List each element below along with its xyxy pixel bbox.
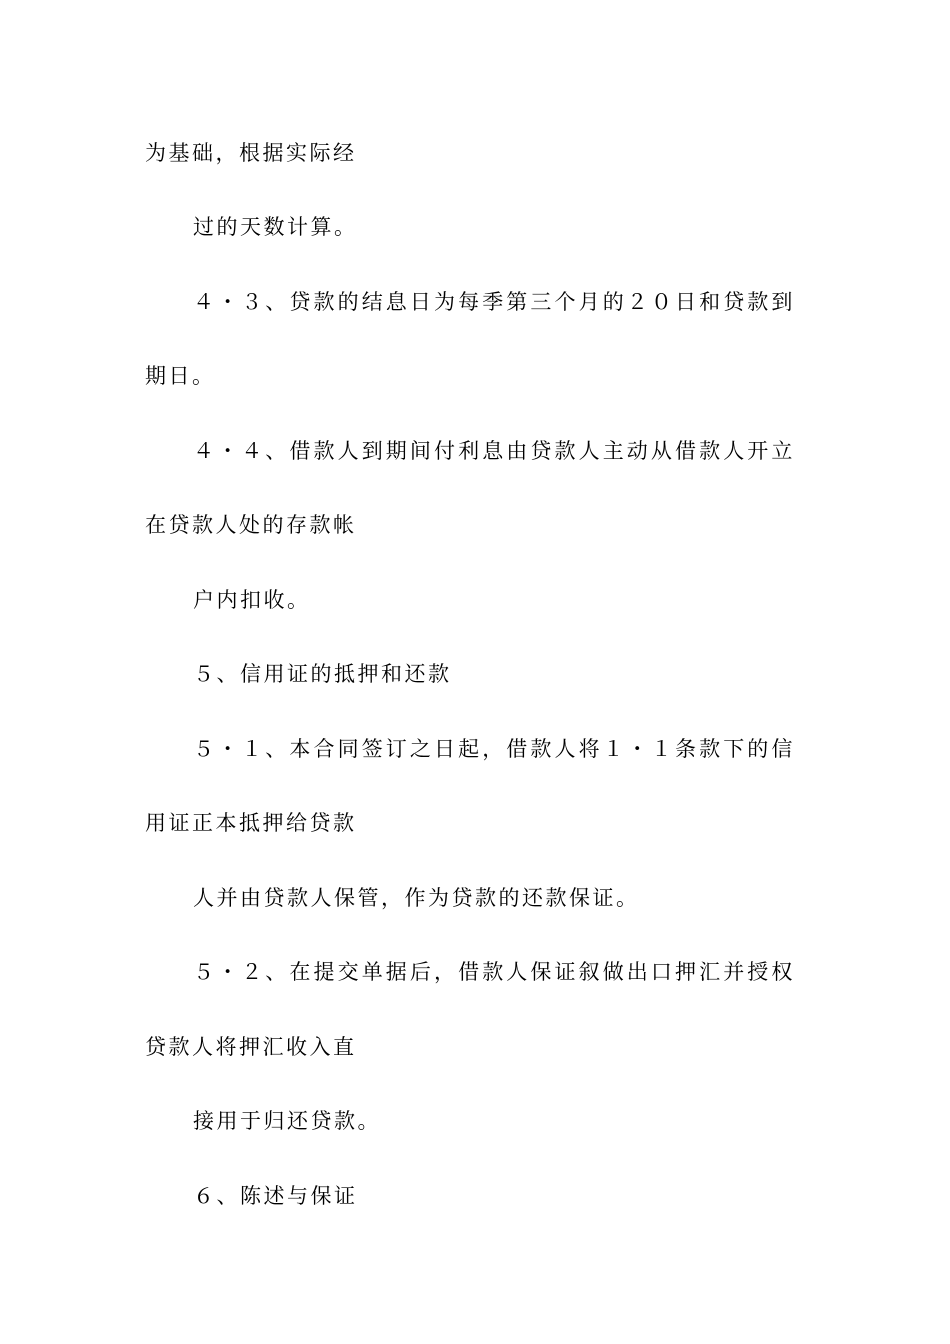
clause-4-4: ４・４、借款人到期间付利息由贷款人主动从借款人开立 <box>193 439 796 463</box>
text-line: 在贷款人处的存款帐 <box>145 513 357 537</box>
clause-4-3: ４・３、贷款的结息日为每季第三个月的２０日和贷款到 <box>193 290 796 314</box>
clause-5-2: ５・２、在提交单据后，借款人保证叙做出口押汇并授权 <box>193 960 796 984</box>
text-line: 户内扣收。 <box>193 588 311 612</box>
text-line: 用证正本抵押给贷款 <box>145 811 357 835</box>
text-line: 人并由贷款人保管，作为贷款的还款保证。 <box>193 886 640 910</box>
text-line: 贷款人将押汇收入直 <box>145 1035 357 1059</box>
section-6-heading: ６、陈述与保证 <box>193 1184 358 1208</box>
text-line: 为基础，根据实际经 <box>145 141 357 165</box>
text-line: 过的天数计算。 <box>193 215 358 239</box>
clause-5-1: ５・１、本合同签订之日起，借款人将１・１条款下的信 <box>193 737 796 761</box>
text-line: 接用于归还贷款。 <box>193 1109 381 1133</box>
section-5-heading: ５、信用证的抵押和还款 <box>193 662 452 686</box>
text-line: 期日。 <box>145 364 216 388</box>
